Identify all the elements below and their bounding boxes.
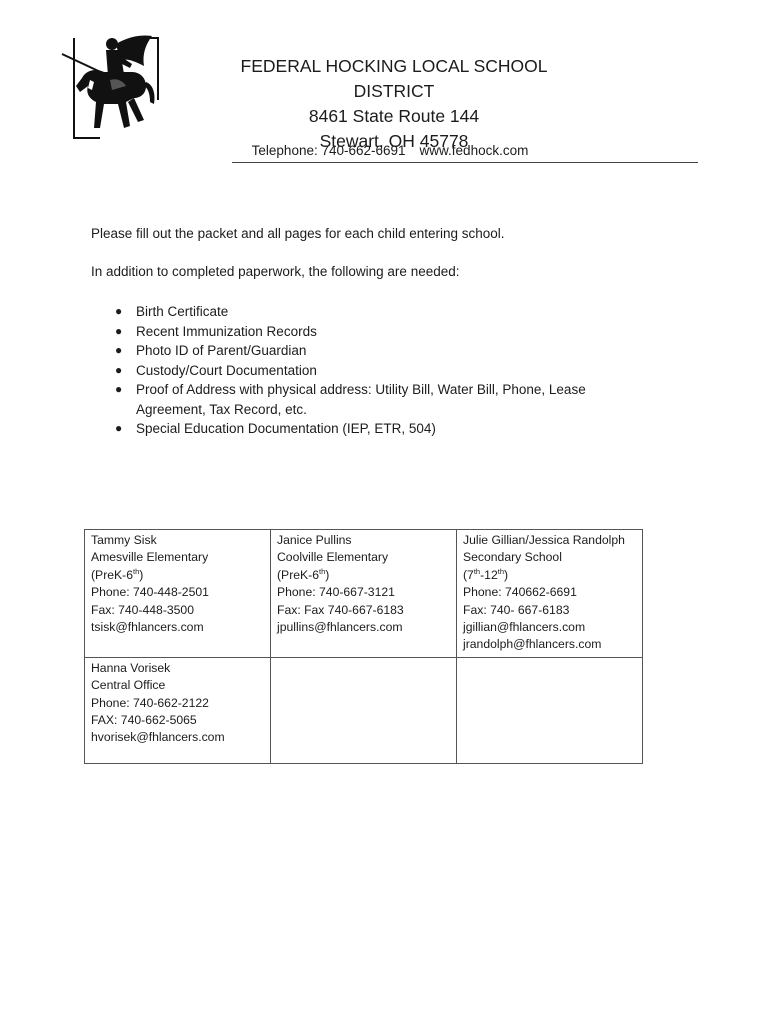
contact-fax: Fax: 740- 667-6183 xyxy=(463,602,570,617)
contact-fax: Fax: 740-448-3500 xyxy=(91,602,194,617)
list-item: ● Special Education Documentation (IEP, ETR, 504) xyxy=(112,419,632,439)
bullet-icon: ● xyxy=(115,421,123,435)
contact-school: Amesville Elementary xyxy=(91,550,209,565)
contact-line xyxy=(240,143,540,158)
table-row xyxy=(85,657,643,763)
contact-email[interactable]: jgillian@fhlancers.com xyxy=(463,620,586,635)
instruction-text: Please fill out the packet and all pages for each child entering school. xyxy=(91,226,505,241)
bullet-icon: ● xyxy=(115,304,123,318)
contact-grades: (PreK-6th) xyxy=(91,566,144,582)
contact-email[interactable]: jpullins@fhlancers.com xyxy=(277,620,403,635)
contact-office: Central Office xyxy=(91,678,166,693)
contact-name: Janice Pullins xyxy=(277,533,352,547)
address-line-2: Stewart, OH 45778 xyxy=(319,131,469,151)
empty-cell xyxy=(457,657,643,763)
contact-fax: FAX: 740-662-5065 xyxy=(91,713,197,728)
contact-phone: Phone: 740-667-3121 xyxy=(277,585,395,600)
contact-cell-amesville xyxy=(85,530,271,658)
address-line-1: 8461 State Route 144 xyxy=(308,106,480,126)
contact-name: Hanna Vorisek xyxy=(91,660,171,675)
contact-fax: Fax: Fax 740-667-6183 xyxy=(277,602,404,617)
contact-email[interactable]: jrandolph@fhlancers.com xyxy=(463,637,602,652)
contact-cell-coolville xyxy=(271,530,457,658)
telephone: Telephone: 740-662-6691 xyxy=(251,143,406,158)
list-item: ● Birth Certificate xyxy=(112,302,632,322)
list-item: ● Photo ID of Parent/Guardian xyxy=(112,341,632,361)
bullet-icon: ● xyxy=(115,343,123,357)
header-divider xyxy=(232,162,698,163)
needed-items-list xyxy=(112,302,632,439)
contact-email[interactable]: hvorisek@fhlancers.com xyxy=(91,730,225,745)
bullet-icon: ● xyxy=(115,382,123,396)
contact-grades: (PreK-6th) xyxy=(277,566,330,582)
contact-school: Secondary School xyxy=(463,550,562,565)
contact-phone: Phone: 740662-6691 xyxy=(463,585,577,600)
contact-cell-secondary xyxy=(457,530,643,658)
contact-grades: (7th-12th) xyxy=(463,566,509,582)
bullet-icon: ● xyxy=(115,362,123,377)
contact-name: Tammy Sisk xyxy=(91,533,157,547)
empty-cell xyxy=(271,657,457,763)
contacts-table xyxy=(84,529,643,764)
contact-name: Julie Gillian/Jessica Randolph xyxy=(463,533,625,547)
contact-school: Coolville Elementary xyxy=(277,550,389,565)
contact-email[interactable]: tsisk@fhlancers.com xyxy=(91,620,204,635)
letterhead xyxy=(200,54,588,154)
website-link[interactable]: www.fedhock.com xyxy=(419,143,529,158)
table-row xyxy=(85,530,643,658)
bullet-icon: ● xyxy=(115,323,123,338)
lancer-knight-logo-icon xyxy=(60,30,162,140)
list-item: ● Proof of Address with physical address: Utility Bill, Water Bill, Phone, Lease Agreement, Tax Record, etc. xyxy=(115,382,586,417)
needed-intro-text: In addition to completed paperwork, the following are needed: xyxy=(91,264,460,279)
list-item: ● Custody/Court Documentation xyxy=(112,361,632,381)
list-item: ● Recent Immunization Records xyxy=(112,322,632,342)
contact-phone: Phone: 740-448-2501 xyxy=(91,585,209,600)
contact-phone: Phone: 740-662-2122 xyxy=(91,695,209,710)
contact-cell-central-office xyxy=(85,657,271,763)
district-name: FEDERAL HOCKING LOCAL SCHOOL DISTRICT xyxy=(240,56,548,101)
